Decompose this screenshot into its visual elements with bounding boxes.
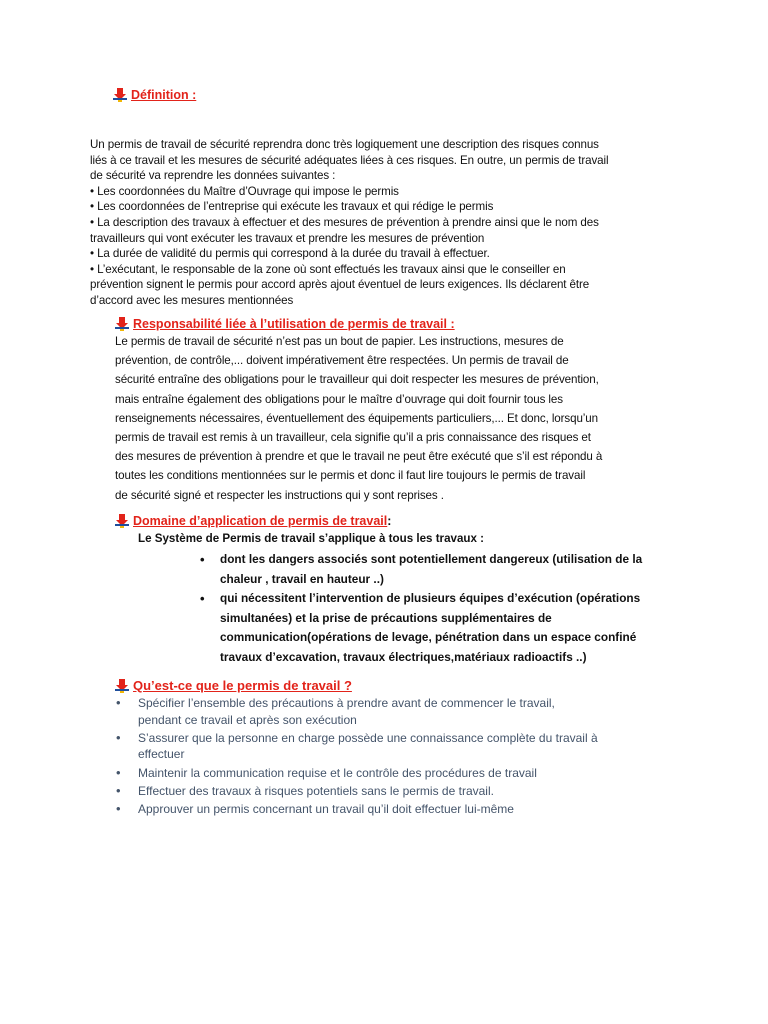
list-item (116, 695, 696, 728)
text-line: de sécurité signé et respecter les instructions qui y sont reprises . (115, 488, 444, 502)
question-heading (115, 678, 352, 693)
text-line: prévention signent le permis pour accord après ajout éventuel de leurs exigences. Ils déclarent être (90, 278, 590, 292)
text-line: Le permis de travail de sécurité n’est pas un bout de papier. Les instructions, mesures de (115, 335, 564, 348)
text-line: liés à ce travail et les mesures de sécurité adéquates liées à ces risques. En outre, un permis de travail (90, 153, 609, 167)
text-line: mais entraîne également des obligations pour le maître d’ouvrage qui doit fournir tous les (115, 392, 563, 406)
question-heading-text: Qu’est-ce que le permis de travail ? (133, 678, 352, 693)
arrow-bullet-icon (115, 679, 129, 693)
text-line: Un permis de travail de sécurité reprendra donc très logiquement une description des risques connus (90, 138, 599, 151)
text-line: • Effectuer des travaux à risques potentiels sans le permis de travail. (138, 783, 494, 798)
list-item (200, 550, 680, 589)
text-line: • Les coordonnées du Maître d’Ouvrage qui impose le permis (90, 184, 399, 198)
text-line: • qui nécessitent l’intervention de plusieurs équipes d’exécution (opérations (220, 591, 641, 605)
text-line: • Les coordonnées de l’entreprise qui exécute les travaux et qui rédige le permis (90, 200, 494, 214)
text-line: renseignements nécessaires, éventuellement des équipements particuliers,... Et donc, lorsqu’un (115, 411, 598, 425)
question-list (116, 695, 696, 819)
text-line: de sécurité va reprendre les données suivantes : (90, 169, 336, 183)
list-item (200, 589, 680, 667)
list-item (116, 801, 696, 818)
domain-heading-suffix: : (387, 514, 392, 528)
domain-heading (115, 514, 391, 528)
list-item (116, 765, 696, 782)
arrow-bullet-icon (115, 317, 129, 331)
list-item (116, 730, 696, 763)
responsibility-paragraph (115, 332, 680, 505)
text-line: sécurité entraîne des obligations pour le travailleur qui doit respecter les mesures de prévention, (115, 373, 599, 387)
text-line: des mesures de prévention à prendre et que le travail ne peut être exécuté que s’il est répondu à (115, 450, 603, 464)
text-line: • dont les dangers associés sont potentiellement dangereux (utilisation de la (220, 552, 643, 566)
arrow-bullet-icon (113, 88, 127, 102)
text-line: • La description des travaux à effectuer et des mesures de prévention à prendre ainsi que le nom des (90, 215, 599, 229)
domain-heading-text: Domaine d’application de permis de travail (133, 514, 388, 528)
definition-heading-text: Définition : (131, 88, 197, 102)
text-line: • Maintenir la communication requise et le contrôle des procédures de travail (138, 765, 537, 780)
text-line: communication(opérations de levage, pénétration dans un espace confiné (220, 630, 637, 644)
text-line: • La durée de validité du permis qui correspond à la durée du travail à effectuer. (90, 247, 490, 261)
text-line: effectuer (138, 747, 185, 762)
text-line: chaleur , travail en hauteur ..) (220, 571, 384, 586)
definition-heading (113, 88, 196, 102)
text-line: simultanées) et la prise de précautions supplémentaires de (220, 610, 552, 625)
text-line: pendant ce travail et après son exécution (138, 712, 357, 727)
text-line: travailleurs qui vont exécuter les travaux et prendre les mesures de prévention (90, 231, 485, 245)
arrow-bullet-icon (115, 514, 129, 528)
list-item (116, 783, 696, 800)
text-line: • S’assurer que la personne en charge possède une connaissance complète du travail à (138, 730, 598, 745)
text-line: • Approuver un permis concernant un travail qu’il doit effectuer lui-même (138, 801, 514, 816)
text-line: • L’exécutant, le responsable de la zone où sont effectués les travaux ainsi que le conseiller en (90, 262, 566, 276)
responsibility-heading (115, 317, 455, 331)
definition-paragraph (90, 137, 690, 309)
text-line: prévention, de contrôle,... doivent impérativement être respectées. Un permis de travail de (115, 354, 569, 368)
text-line: toutes les conditions mentionnées sur le permis et donc il faut lire toujours le permis de travail (115, 469, 586, 483)
text-line: permis de travail est remis à un travailleur, cela signifie qu’il a pris connaissance des risques et (115, 431, 591, 445)
text-line: d’accord avec les mesures mentionnées (90, 293, 294, 307)
responsibility-heading-text: Responsabilité liée à l’utilisation de permis de travail : (133, 317, 455, 331)
domain-list (200, 550, 680, 667)
domain-intro: Le Système de Permis de travail s’applique à tous les travaux : (138, 532, 485, 545)
text-line: • Spécifier l’ensemble des précautions à prendre avant de commencer le travail, (138, 696, 555, 710)
text-line: travaux d’excavation, travaux électriques,matériaux radioactifs ..) (220, 649, 587, 664)
